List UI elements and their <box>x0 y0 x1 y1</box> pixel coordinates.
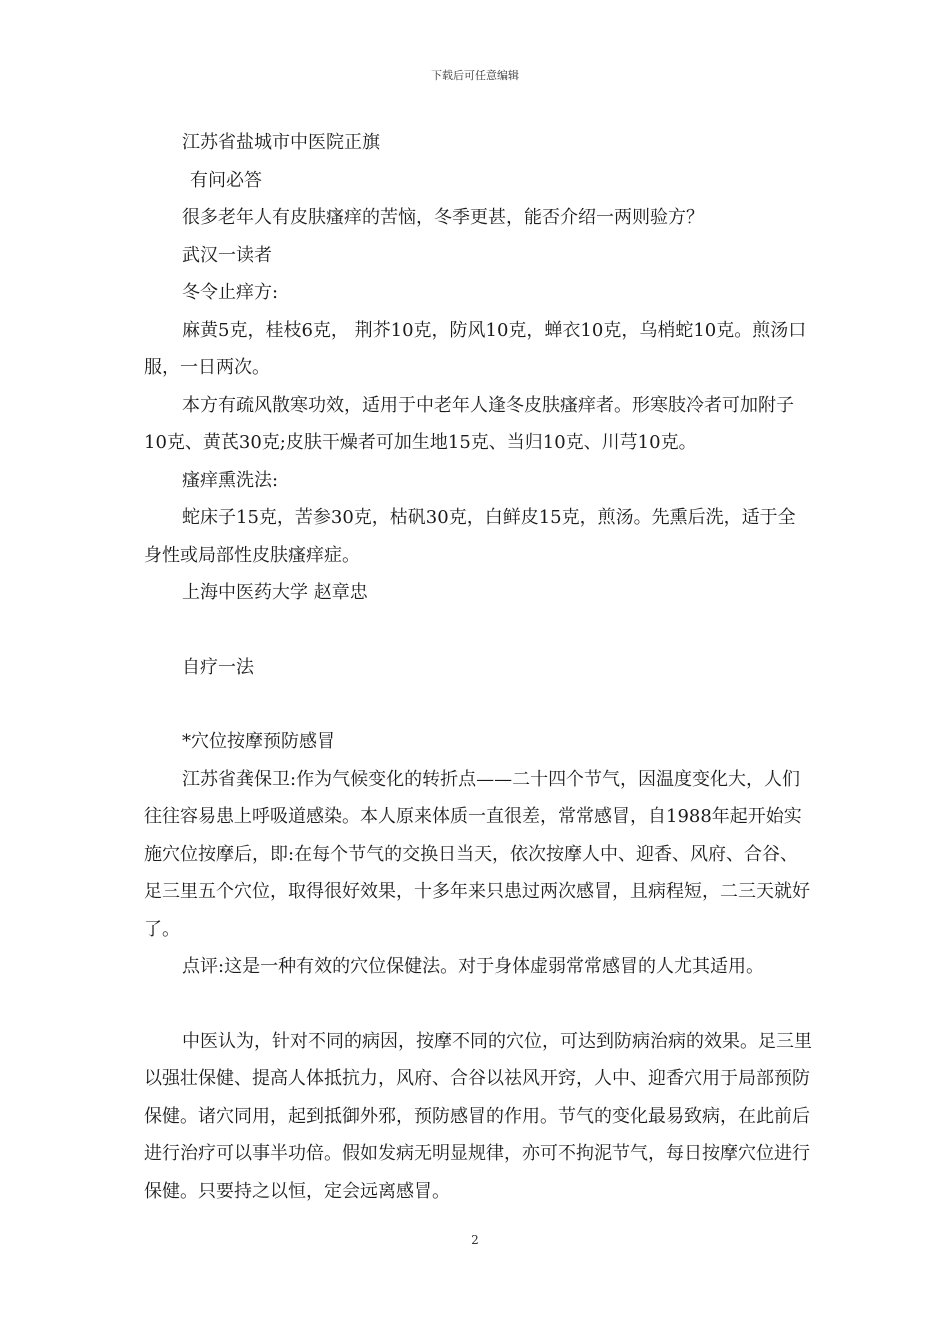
recipe-ingredients-winter: 麻黄5克，桂枝6克， 荆芥10克，防风10克，蝉衣10克，乌梢蛇10克。煎汤口服，一日两次。 <box>144 319 807 378</box>
section-title-qa: 有问必答 <box>190 169 262 191</box>
recipe-title-winter: 冬令止痒方: <box>182 282 279 303</box>
page-number: 2 <box>471 1233 479 1247</box>
spacer <box>144 612 812 649</box>
document-body <box>144 124 812 1210</box>
answer-author: 上海中医药大学 赵章忠 <box>182 582 368 603</box>
page-header-note: 下载后可任意编辑 <box>431 69 519 82</box>
section-title-selfcare: 自疗一法 <box>182 656 254 678</box>
spacer <box>144 686 812 723</box>
spacer <box>144 986 812 1023</box>
recipe-title-wash: 瘙痒熏洗法: <box>182 469 279 491</box>
reader-signature: 武汉一读者 <box>182 244 272 266</box>
article-body-acupoint: 江苏省龚保卫:作为气候变化的转折点——二十四个节气，因温度变化大，人们往往容易患上呼吸道感染。本人原来体质一直很差，常常感冒，自1988年起开始实施穴位按摩后，即:在每个节气的交换日当天，依次按摩人中、迎香、风府、合谷、足三里五个穴位，取得很好效果，十多年来只患过两次感冒，且病程短，二三天就好了。 <box>144 768 810 940</box>
article-title-acupoint: *穴位按摩预防感冒 <box>182 731 335 752</box>
recipe-description-winter: 本方有疏风散寒功效，适用于中老年人逢冬皮肤瘙痒者。形寒肢冷者可加附子10克、黄芪30克;皮肤干燥者可加生地15克、当归10克、川芎10克。 <box>144 394 794 453</box>
author-affiliation: 江苏省盐城市中医院正旗 <box>182 132 380 153</box>
article-explanation: 中医认为，针对不同的病因，按摩不同的穴位，可达到防病治病的效果。足三里以强壮保健、提高人体抵抗力，风府、合谷以祛风开窍，人中、迎香穴用于局部预防保健。诸穴同用，起到抵御外邪，预防感冒的作用。节气的变化最易致病，在此前后进行治疗可以事半功倍。假如发病无明显规律，亦可不拘泥节气，每日按摩穴位进行保健。只要持之以恒，定会远离感冒。 <box>144 1030 812 1202</box>
recipe-ingredients-wash: 蛇床子15克，苦参30克，枯矾30克，白鲜皮15克，煎汤。先熏后洗，适于全身性或局部性皮肤瘙痒症。 <box>144 507 796 566</box>
article-comment: 点评:这是一种有效的穴位保健法。对于身体虚弱常常感冒的人尤其适用。 <box>182 956 765 977</box>
reader-question: 很多老年人有皮肤瘙痒的苦恼，冬季更甚，能否介绍一两则验方？ <box>182 207 704 228</box>
